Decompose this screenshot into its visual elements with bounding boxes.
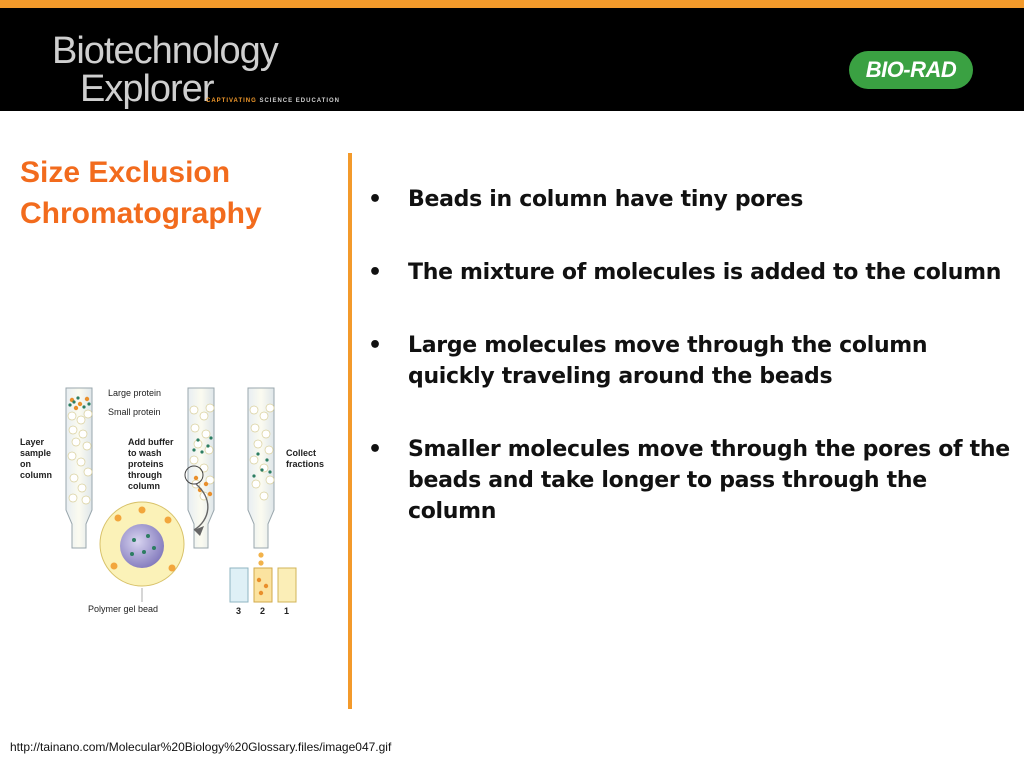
bullet-item bbox=[368, 330, 1014, 392]
brand-line-2: Explorer bbox=[80, 68, 214, 110]
title-line-2: Chromatography bbox=[20, 197, 262, 230]
bullet-dot: • bbox=[368, 437, 382, 462]
label-collect-fractions bbox=[286, 448, 324, 470]
label-add-buffer-line: column bbox=[128, 481, 161, 491]
chromatography-diagram bbox=[18, 380, 336, 622]
column-3 bbox=[248, 388, 274, 566]
label-add-buffer bbox=[128, 437, 174, 492]
bullet-item bbox=[368, 257, 1014, 288]
label-add-buffer-line: Add buffer bbox=[128, 437, 174, 447]
top-accent-stripe bbox=[0, 0, 1024, 8]
label-layer-sample-line: on bbox=[20, 459, 31, 469]
title-line-1: Size Exclusion bbox=[20, 156, 231, 189]
biotechnology-explorer-logo bbox=[52, 30, 341, 110]
bio-rad-logo-text: BIO-RAD bbox=[865, 57, 957, 82]
brand-tagline-b: SCIENCE EDUCATION bbox=[259, 98, 341, 104]
bullet-text: Smaller molecules move through the pores of the beads and take longer to pass through the column bbox=[408, 437, 1010, 524]
label-layer-sample-line: Layer bbox=[20, 437, 45, 447]
bullet-item bbox=[368, 434, 1014, 527]
label-add-buffer-line: proteins bbox=[128, 459, 164, 469]
bullet-text: Beads in column have tiny pores bbox=[408, 187, 804, 212]
bullet-text: Large molecules move through the column quickly traveling around the beads bbox=[408, 333, 928, 389]
label-add-buffer-line: to wash bbox=[128, 448, 162, 458]
fraction-tubes bbox=[230, 568, 296, 602]
brand-tagline-a: CAPTIVATING bbox=[206, 98, 257, 104]
bio-rad-logo bbox=[849, 51, 973, 89]
label-layer-sample-line: sample bbox=[20, 448, 52, 458]
label-large-protein: Large protein bbox=[108, 388, 162, 398]
header-bar bbox=[0, 8, 1024, 111]
polymer-gel-bead bbox=[100, 502, 184, 586]
bullet-list bbox=[368, 184, 1014, 569]
label-fraction-1: 1 bbox=[284, 606, 290, 616]
bullet-dot: • bbox=[368, 333, 382, 358]
label-fraction-2: 2 bbox=[260, 606, 266, 616]
vertical-divider bbox=[348, 153, 352, 709]
brand-line-1: Biotechnology bbox=[52, 30, 278, 72]
slide-title bbox=[20, 152, 340, 234]
column-2 bbox=[185, 388, 214, 548]
bullet-item bbox=[368, 184, 1014, 215]
source-url: http://tainano.com/Molecular%20Biology%20Glossary.files/image047.gif bbox=[10, 740, 392, 754]
label-small-protein: Small protein bbox=[108, 407, 161, 417]
column-1 bbox=[66, 388, 92, 548]
bullet-dot: • bbox=[368, 187, 382, 212]
label-collect-line: Collect bbox=[286, 448, 317, 458]
label-layer-sample-line: column bbox=[20, 470, 53, 480]
label-polymer-gel-bead: Polymer gel bead bbox=[88, 604, 159, 614]
label-collect-line: fractions bbox=[286, 459, 325, 469]
label-fraction-3: 3 bbox=[236, 606, 242, 616]
label-layer-sample bbox=[20, 437, 52, 481]
brand-tagline bbox=[206, 98, 340, 104]
label-add-buffer-line: through bbox=[128, 470, 162, 480]
chromatography-diagram-art bbox=[18, 380, 336, 622]
bullet-dot: • bbox=[368, 260, 382, 285]
bullet-text: The mixture of molecules is added to the column bbox=[408, 260, 1002, 285]
